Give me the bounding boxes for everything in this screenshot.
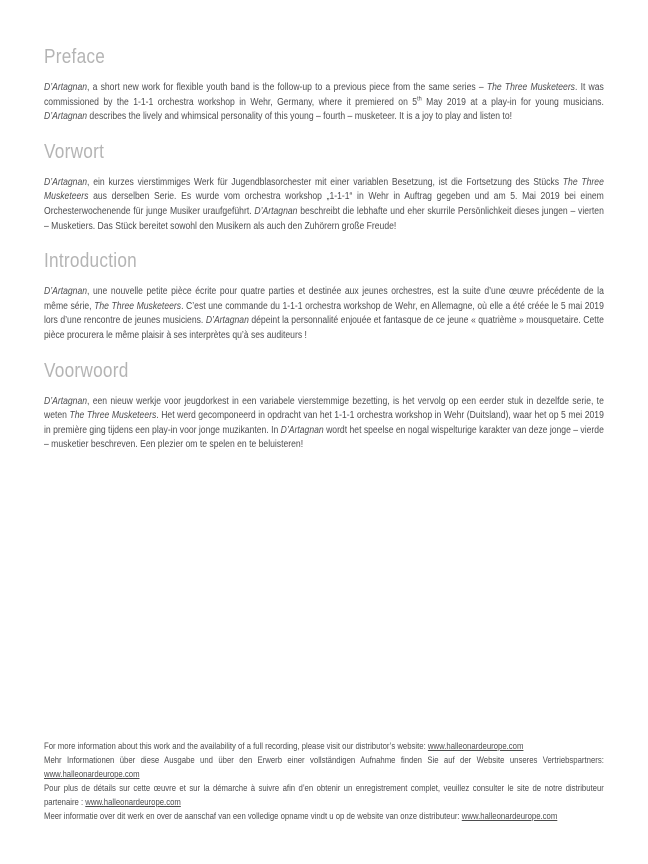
text-segment: wordt het speelse en nogal wispelturige karakter van deze jonge – vierde – musketier beschreven. Een plezier om te spelen en te beluisteren!	[44, 424, 604, 451]
text-segment: D’Artagnan	[254, 205, 298, 217]
footer-line-en	[44, 739, 604, 753]
text-segment: D’Artagnan	[44, 286, 88, 298]
distributor-website-link[interactable]: www.halleonardeurope.com	[427, 741, 524, 751]
text-segment: , een nieuw werkje voor jeugdorkest in een variabele vierstemmige bezetting, is het vervolg op een eerder stuk in dezelfde serie, te weten	[44, 395, 604, 422]
distributor-footer	[44, 739, 604, 823]
text-segment: describes the lively and whimsical personality of this young – fourth – musketeer. It is a joy to play and listen to!	[87, 111, 512, 123]
text-segment: , a short new work for flexible youth band is the follow-up to a previous piece from the same series –	[87, 82, 487, 93]
text-segment: The Three Musketeers	[44, 176, 604, 203]
text-segment: , une nouvelle petite pièce écrite pour quatre parties et destinée aux jeunes orchestres, est la suite d’une œuvre précédente de la même série,	[44, 286, 604, 312]
text-segment: dépeint la personnalité enjouée et fantasque de ce jeune « quatrième » mousquetaire. Cette pièce procurera le même plaisir à ses interprètes qu’à ses auditeurs !	[44, 315, 604, 341]
text-segment: , ein kurzes vierstimmiges Werk für Jugendblasorchester mit einer variablen Besetzung, ist die Fortsetzung des Stücks	[87, 176, 563, 188]
footer-line-nl	[44, 809, 604, 823]
text-segment: beschreibt die lebhafte und eher skurrile Persönlichkeit dieses jungen – vierten – Musketiers. Das Stück bereitet sowohl den Musikern als auch den Zuhörern große Freude!	[44, 205, 604, 232]
text-segment: . It was commissioned by the 1-1-1 orchestra workshop in Wehr, Germany, where it premiered on 5	[44, 82, 604, 108]
section-voorwoord	[44, 360, 604, 453]
section-body-vorwort	[44, 176, 604, 234]
section-preface	[44, 46, 604, 125]
text-segment: D’Artagnan	[44, 111, 88, 123]
section-heading-vorwort: Vorwort	[44, 140, 105, 163]
text-segment: The Three Musketeers	[486, 82, 575, 93]
distributor-website-link[interactable]: www.halleonardeurope.com	[85, 797, 181, 807]
page-content	[44, 46, 604, 836]
text-segment: aus derselben Serie. Es wurde vom orchestra workshop „1-1-1“ in Wehr in Auftrag gegeben und am 5. Mai 2019 bei einem Orchesterwochenende für junge Musiker uraufgeführt.	[44, 191, 604, 217]
text-segment: D’Artagnan	[44, 82, 88, 93]
section-vorwort	[44, 141, 604, 234]
section-body-voorwoord	[44, 395, 604, 453]
footer-line-de	[44, 753, 604, 781]
text-segment: . Het werd gecomponeerd in opdracht van het 1-1-1 orchestra workshop in Wehr (Duitsland), waar het op 5 mei 2019 in première ging tijdens een play-in voor jonge muzikanten. In	[44, 410, 604, 436]
text-segment: D’Artagnan	[280, 424, 324, 436]
section-body-introduction	[44, 285, 604, 343]
text-segment: For more information about this work and the availability of a full recording, please visit our distributor’s website:	[44, 741, 428, 751]
section-body-preface	[44, 81, 604, 125]
text-segment: Meer informatie over dit werk en over de aanschaf van een volledige opname vindt u op de website van onze distributeur:	[44, 811, 462, 821]
text-segment: th	[417, 95, 422, 103]
text-segment: D’Artagnan	[44, 176, 88, 188]
text-segment: The Three Musketeers	[94, 300, 182, 312]
text-segment: Mehr Informationen über diese Ausgabe und über den Erwerb einer vollständigen Aufnahme finden Sie auf der Website unseres Vertriebspartners:	[44, 755, 604, 765]
section-heading-introduction: Introduction	[44, 250, 137, 273]
footer-line-fr	[44, 781, 604, 809]
text-segment: . C’est une commande du 1-1-1 orchestra workshop de Wehr, en Allemagne, où elle a été créée le 5 mai 2019 lors d’une rencontre de jeunes musiciens.	[44, 300, 604, 327]
text-segment: D’Artagnan	[205, 315, 249, 327]
text-segment: May 2019 at a play-in for young musicians.	[421, 96, 604, 108]
section-heading-preface: Preface	[44, 46, 106, 68]
text-segment: D’Artagnan	[44, 395, 88, 407]
text-segment: The Three Musketeers	[69, 410, 157, 422]
section-heading-voorwoord: Voorwoord	[44, 359, 129, 382]
distributor-website-link[interactable]: www.halleonardeurope.com	[44, 769, 140, 779]
distributor-website-link[interactable]: www.halleonardeurope.com	[461, 811, 558, 821]
section-introduction	[44, 250, 604, 343]
text-segment: Pour plus de détails sur cette œuvre et sur la démarche à suivre afin d’en obtenir un enregistrement complet, veuillez consulter le site de notre distributeur partenaire :	[44, 783, 604, 807]
